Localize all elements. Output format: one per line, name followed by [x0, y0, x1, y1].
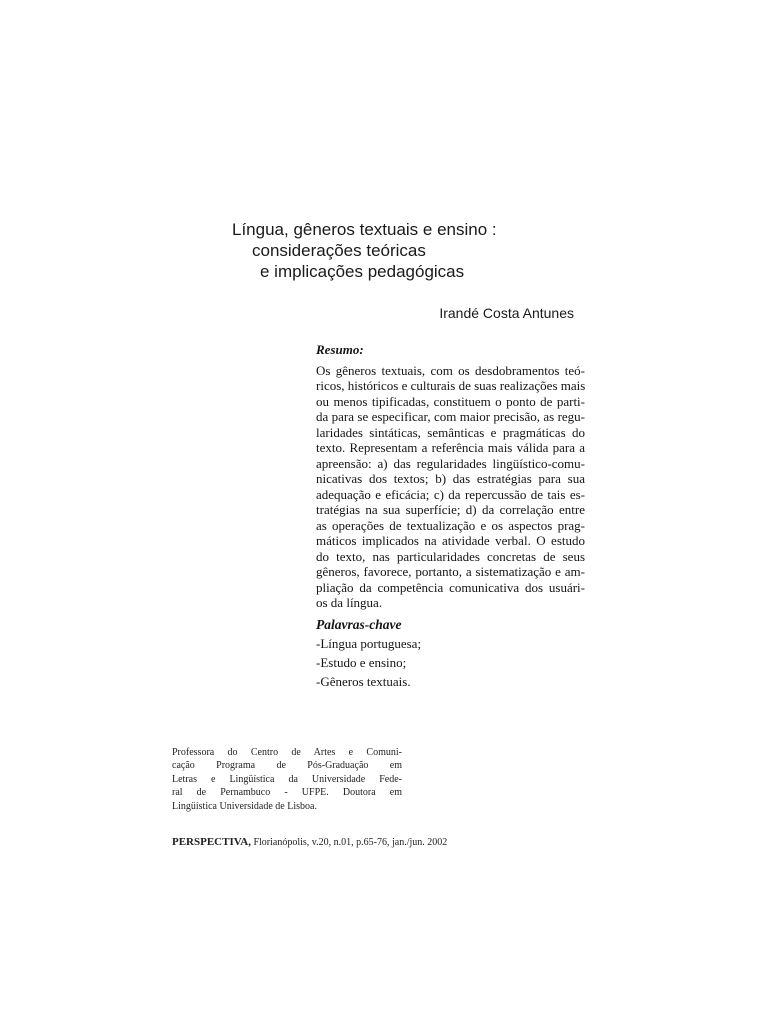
abstract-line: laridades sintáticas, semânticas e pragmáticas do	[316, 424, 585, 440]
abstract-line: os da língua.	[316, 595, 383, 610]
abstract-line: pliação da competência comunicativa dos usuári-	[316, 579, 585, 595]
citation-details: Florianópolis, v.20, n.01, p.65-76, jan./jun. 2002	[250, 837, 448, 848]
abstract-line: ou menos tipificadas, constituem o ponto de parti-	[316, 393, 585, 409]
abstract-line: apreensão: a) das regularidades lingüístico-comu-	[316, 455, 585, 471]
author-footnote	[172, 746, 402, 813]
abstract-line: ricos, históricos e culturais de suas realizações mais	[316, 378, 586, 393]
title-line-1: Língua, gêneros textuais e ensino :	[232, 220, 497, 239]
footnote-line: ral de Pernambuco - UFPE. Doutora em	[172, 787, 402, 799]
keyword-item: -Língua portuguesa;	[316, 636, 422, 651]
abstract-line: Os gêneros textuais, com os desdobramentos teó-	[316, 362, 585, 378]
title-line-2: considerações teóricas	[252, 241, 426, 260]
keywords-heading: Palavras-chave	[316, 616, 402, 632]
abstract-line: tratégias na sua superfície; d) da correlação entre	[316, 502, 585, 517]
keyword-item: -Estudo e ensino;	[316, 655, 407, 670]
abstract-line: do texto, nas particularidades concretas de seus	[316, 548, 585, 564]
abstract-heading: Resumo:	[316, 342, 364, 357]
abstract-line: as operações de textualização e os aspectos prag-	[316, 517, 585, 533]
abstract-line: da para se especificar, com maior precisão, as regu-	[316, 409, 585, 424]
abstract-line: máticos implicados na atividade verbal. O estudo	[316, 533, 585, 548]
abstract-line: adequação e eficácia; c) da repercussão de tais es-	[316, 486, 585, 502]
keyword-item: -Gêneros textuais.	[316, 674, 411, 689]
journal-citation	[172, 835, 472, 850]
abstract-section	[316, 342, 585, 691]
abstract-line: nicativas dos textos; b) das estratégias para sua	[316, 471, 585, 486]
footnote-line: Professora do Centro de Artes e Comuni-	[172, 747, 402, 758]
footnote-line: Lingüística Universidade de Lisboa.	[172, 800, 317, 812]
title-line-3: e implicações pedagógicas	[260, 262, 465, 281]
abstract-line: gêneros, favorece, portanto, a sistematização e am-	[316, 564, 585, 579]
author-name: Irandé Costa Antunes	[439, 305, 574, 321]
abstract-line: texto. Representam a referência mais válida para a	[316, 440, 585, 455]
footnote-line: Letras e Lingüística da Universidade Fede-	[172, 773, 402, 785]
abstract-body	[316, 363, 585, 611]
paper-title	[200, 219, 560, 282]
journal-name: PERSPECTIVA,	[172, 836, 251, 848]
footnote-line: cação Programa de Pós-Graduação em	[172, 760, 402, 772]
keywords-list	[316, 634, 585, 691]
